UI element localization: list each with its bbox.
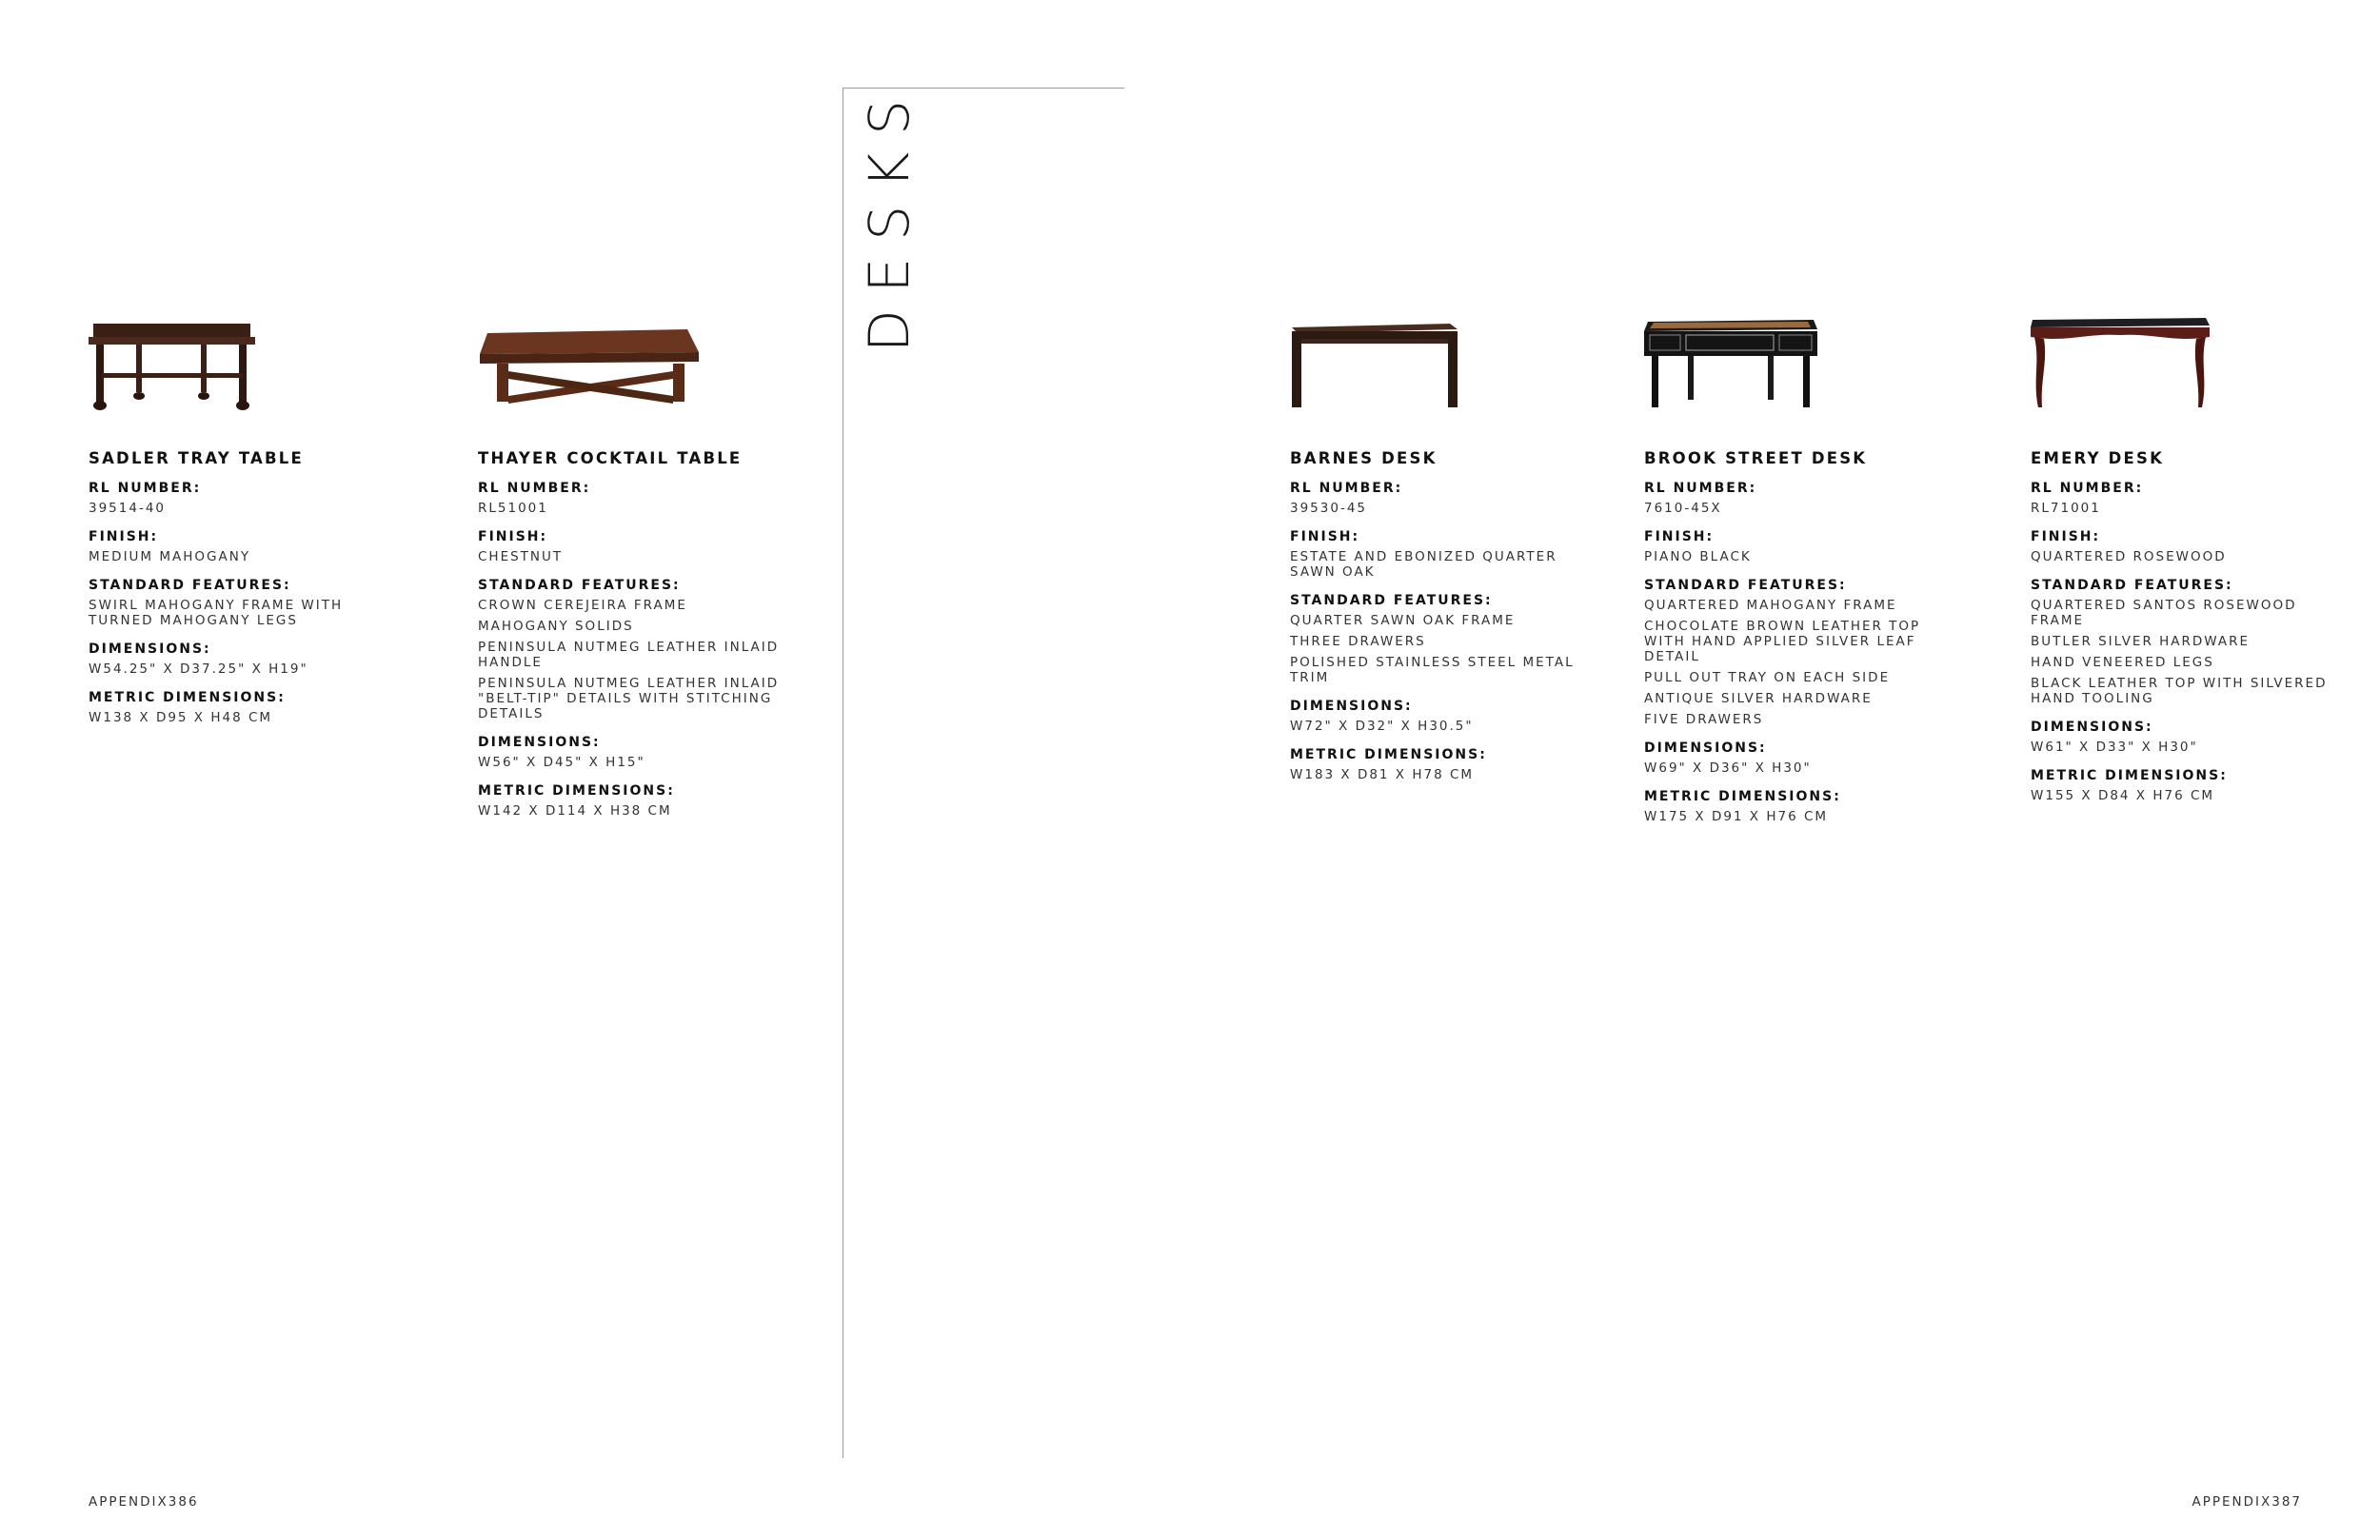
finish-label: FINISH: xyxy=(478,529,548,544)
rl-number-label: RL NUMBER: xyxy=(1644,481,1757,496)
standard-features-label: STANDARD FEATURES: xyxy=(478,578,681,593)
features-list xyxy=(89,598,403,628)
metric-dimensions-label: METRIC DIMENSIONS: xyxy=(2031,768,2228,783)
feature-item: THREE DRAWERS xyxy=(1290,634,1426,649)
finish-value: QUARTERED ROSEWOOD xyxy=(2031,549,2227,564)
feature-item: PULL OUT TRAY ON EACH SIDE xyxy=(1644,670,1891,685)
rl-number-value: 7610-45X xyxy=(1644,501,1722,516)
rl-number-label: RL NUMBER: xyxy=(2031,481,2144,496)
product-title: THAYER COCKTAIL TABLE xyxy=(478,449,743,467)
feature-item: CROWN CEREJEIRA FRAME xyxy=(478,598,687,613)
metric-dimensions-label: METRIC DIMENSIONS: xyxy=(89,690,286,705)
feature-item: BLACK LEATHER TOP WITH SILVERED HAND TOOLING xyxy=(2031,676,2328,706)
metric-dimensions-value: W142 X D114 X H38 CM xyxy=(478,803,672,819)
feature-item: PENINSULA NUTMEG LEATHER INLAID "BELT-TIP" DETAILS WITH STITCHING DETAILS xyxy=(478,676,780,721)
product-title: BROOK STREET DESK xyxy=(1644,449,1868,467)
dimensions-label: DIMENSIONS: xyxy=(2031,720,2153,735)
rl-number-value: RL51001 xyxy=(478,501,548,516)
feature-item: PENINSULA NUTMEG LEATHER INLAID HANDLE xyxy=(478,640,780,670)
dimensions-value: W56" X D45" X H15" xyxy=(478,755,645,770)
finish-label: FINISH: xyxy=(89,529,159,544)
finish-value: ESTATE AND EBONIZED QUARTER SAWN OAK xyxy=(1290,549,1557,580)
product-sadler-tray-table xyxy=(89,314,403,725)
features-list xyxy=(2031,598,2345,706)
page-number-right: APPENDIX387 xyxy=(2192,1494,2302,1510)
product-thayer-cocktail-table xyxy=(478,314,792,819)
product-title: BARNES DESK xyxy=(1290,449,1438,467)
product-barnes-desk xyxy=(1290,314,1604,782)
metric-dimensions-value: W183 X D81 X H78 CM xyxy=(1290,767,1475,782)
dimensions-value: W61" X D33" X H30" xyxy=(2031,740,2198,755)
standard-features-label: STANDARD FEATURES: xyxy=(2031,578,2233,593)
finish-value: CHESTNUT xyxy=(478,549,564,564)
finish-label: FINISH: xyxy=(1644,529,1715,544)
sadler-tray-table-image xyxy=(89,314,403,419)
rl-number-label: RL NUMBER: xyxy=(478,481,591,496)
finish-value: PIANO BLACK xyxy=(1644,549,1752,564)
feature-item: POLISHED STAINLESS STEEL METAL TRIM xyxy=(1290,655,1575,685)
metric-dimensions-label: METRIC DIMENSIONS: xyxy=(1290,747,1487,762)
rl-number-label: RL NUMBER: xyxy=(1290,481,1403,496)
features-list xyxy=(1290,613,1604,685)
feature-item: QUARTERED MAHOGANY FRAME xyxy=(1644,598,1897,613)
feature-item: BUTLER SILVER HARDWARE xyxy=(2031,634,2251,649)
product-emery-desk xyxy=(2031,314,2345,803)
thayer-cocktail-table-image xyxy=(478,314,792,419)
dimensions-label: DIMENSIONS: xyxy=(1644,740,1767,756)
rl-number-value: RL71001 xyxy=(2031,501,2101,516)
dimensions-label: DIMENSIONS: xyxy=(1290,699,1413,714)
page-number-left: APPENDIX386 xyxy=(89,1494,199,1510)
product-brook-street-desk xyxy=(1644,314,1958,824)
dimensions-label: DIMENSIONS: xyxy=(89,642,211,657)
metric-dimensions-value: W138 X D95 X H48 CM xyxy=(89,710,273,725)
feature-item: HAND VENEERED LEGS xyxy=(2031,655,2214,670)
rl-number-value: 39530-45 xyxy=(1290,501,1367,516)
section-title: DESKS xyxy=(857,83,922,352)
feature-item: ANTIQUE SILVER HARDWARE xyxy=(1644,691,1873,706)
metric-dimensions-value: W175 X D91 X H76 CM xyxy=(1644,809,1829,824)
brook-street-desk-image xyxy=(1644,314,1958,419)
product-title: EMERY DESK xyxy=(2031,449,2165,467)
dimensions-value: W72" X D32" X H30.5" xyxy=(1290,719,1474,734)
standard-features-label: STANDARD FEATURES: xyxy=(1644,578,1847,593)
emery-desk-image xyxy=(2031,314,2345,419)
dimensions-value: W54.25" X D37.25" X H19" xyxy=(89,661,308,677)
feature-item: QUARTER SAWN OAK FRAME xyxy=(1290,613,1516,628)
finish-value: MEDIUM MAHOGANY xyxy=(89,549,251,564)
feature-item: SWIRL MAHOGANY FRAME WITH TURNED MAHOGANY LEGS xyxy=(89,598,344,628)
product-title: SADLER TRAY TABLE xyxy=(89,449,304,467)
finish-label: FINISH: xyxy=(2031,529,2101,544)
feature-item: QUARTERED SANTOS ROSEWOOD FRAME xyxy=(2031,598,2297,628)
standard-features-label: STANDARD FEATURES: xyxy=(1290,593,1493,608)
standard-features-label: STANDARD FEATURES: xyxy=(89,578,291,593)
finish-label: FINISH: xyxy=(1290,529,1360,544)
feature-item: CHOCOLATE BROWN LEATHER TOP WITH HAND APPLIED SILVER LEAF DETAIL xyxy=(1644,619,1921,664)
metric-dimensions-label: METRIC DIMENSIONS: xyxy=(1644,789,1841,804)
features-list xyxy=(1644,598,1958,727)
feature-item: FIVE DRAWERS xyxy=(1644,712,1764,727)
rl-number-label: RL NUMBER: xyxy=(89,481,202,496)
dimensions-label: DIMENSIONS: xyxy=(478,735,601,750)
features-list xyxy=(478,598,792,721)
metric-dimensions-value: W155 X D84 X H76 CM xyxy=(2031,788,2215,803)
rl-number-value: 39514-40 xyxy=(89,501,166,516)
feature-item: MAHOGANY SOLIDS xyxy=(478,619,634,634)
dimensions-value: W69" X D36" X H30" xyxy=(1644,760,1812,776)
metric-dimensions-label: METRIC DIMENSIONS: xyxy=(478,783,675,799)
barnes-desk-image xyxy=(1290,314,1604,419)
